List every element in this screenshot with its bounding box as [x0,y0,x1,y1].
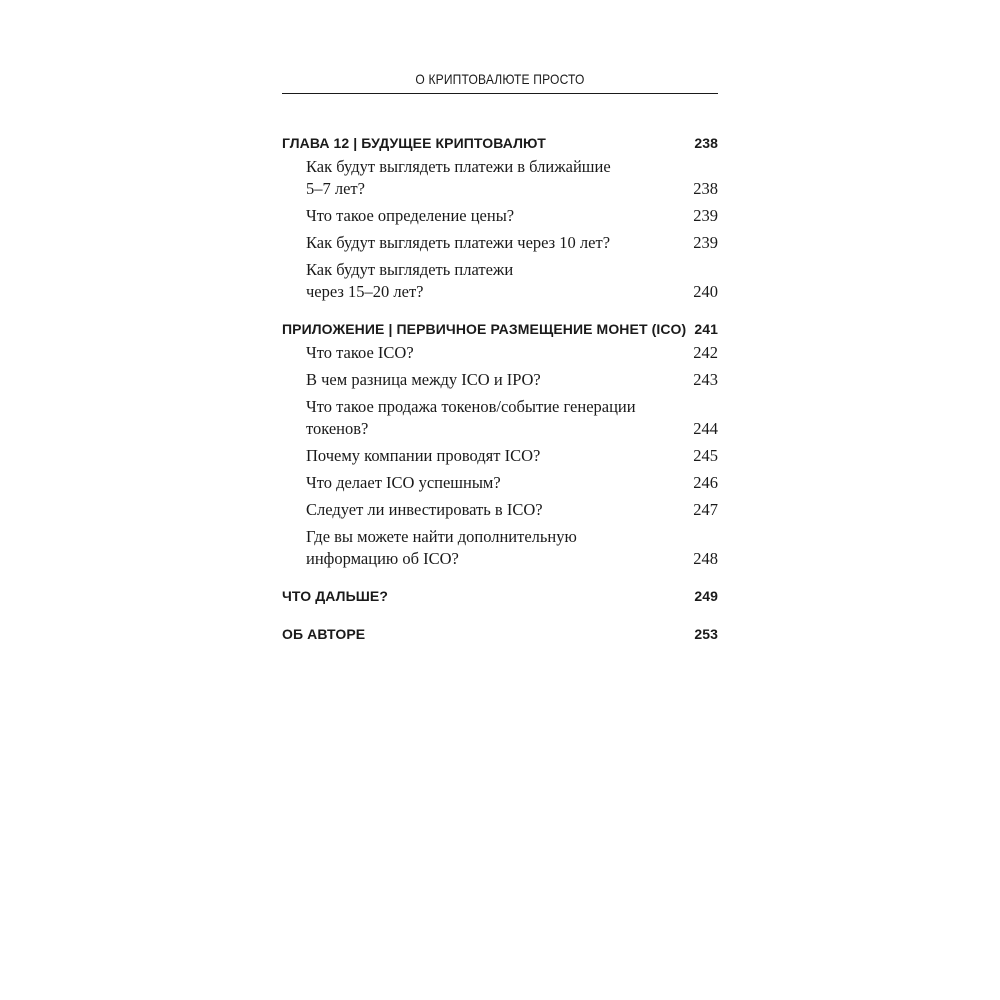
toc-entry[interactable] [306,396,718,440]
entry-page-number: 245 [693,446,718,465]
chapter-page-number: 249 [694,588,718,604]
entry-title: информацию об ICO? [306,549,459,568]
entry-title: 5–7 лет? [306,179,365,198]
toc-entry[interactable] [306,342,718,364]
toc-entry[interactable] [306,232,718,254]
toc-entry[interactable] [306,526,718,570]
toc-chapter [282,584,718,608]
toc-entry[interactable] [306,472,718,494]
toc-chapter-heading[interactable] [282,317,718,341]
entry-title: Что такое определение цены? [306,206,515,225]
entry-page-number: 243 [693,370,718,389]
entry-title: токенов? [306,419,369,438]
entry-title-line: Как будут выглядеть платежи [306,260,514,279]
entry-title: В чем разница между ICO и IPO? [306,370,541,389]
toc-entry[interactable] [306,156,718,200]
entry-title: Следует ли инвестировать в ICO? [306,500,543,519]
toc-chapter [282,131,718,303]
entry-page-number: 239 [693,206,718,225]
entry-page-number: 244 [693,419,718,438]
toc-chapter-heading[interactable] [282,622,718,646]
entry-title-line: Что такое продажа токенов/событие генерации [306,397,636,416]
toc-chapter [282,317,718,570]
toc-entry[interactable] [306,205,718,227]
entry-title: через 15–20 лет? [306,282,424,301]
entry-page-number: 247 [693,500,718,519]
toc-entry[interactable] [306,259,718,303]
entry-title: Почему компании проводят ICO? [306,446,541,465]
toc-entries [282,342,718,570]
toc-chapter [282,622,718,646]
chapter-title: ГЛАВА 12 | БУДУЩЕЕ КРИПТОВАЛЮТ [282,135,546,151]
chapter-title: ОБ АВТОРЕ [282,626,366,642]
entry-title-line: Где вы можете найти дополнительную [306,527,577,546]
header-rule [282,93,718,94]
chapter-title: ПРИЛОЖЕНИЕ | ПЕРВИЧНОЕ РАЗМЕЩЕНИЕ МОНЕТ (ICO) [282,321,687,337]
toc-entries [282,156,718,303]
toc-chapter-heading[interactable] [282,131,718,155]
chapter-page-number: 253 [694,626,718,642]
entry-page-number: 242 [693,343,718,362]
toc-entry[interactable] [306,445,718,467]
toc-entry[interactable] [306,369,718,391]
toc-chapter-heading[interactable] [282,584,718,608]
entry-page-number: 239 [693,233,718,252]
entry-page-number: 238 [693,179,718,198]
entry-title-line: Как будут выглядеть платежи в ближайшие [306,157,611,176]
book-page [282,60,718,660]
table-of-contents [282,131,718,646]
chapter-title: ЧТО ДАЛЬШЕ? [282,588,389,604]
entry-title: Как будут выглядеть платежи через 10 лет? [306,233,611,252]
chapter-page-number: 238 [694,135,718,151]
running-head: О КРИПТОВАЛЮТЕ ПРОСТО [415,71,585,87]
entry-page-number: 248 [693,549,718,568]
entry-title: Что делает ICO успешным? [306,473,501,492]
entry-title: Что такое ICO? [306,343,414,362]
entry-page-number: 246 [693,473,718,492]
entry-page-number: 240 [693,282,718,301]
toc-entry[interactable] [306,499,718,521]
chapter-page-number: 241 [694,321,718,337]
